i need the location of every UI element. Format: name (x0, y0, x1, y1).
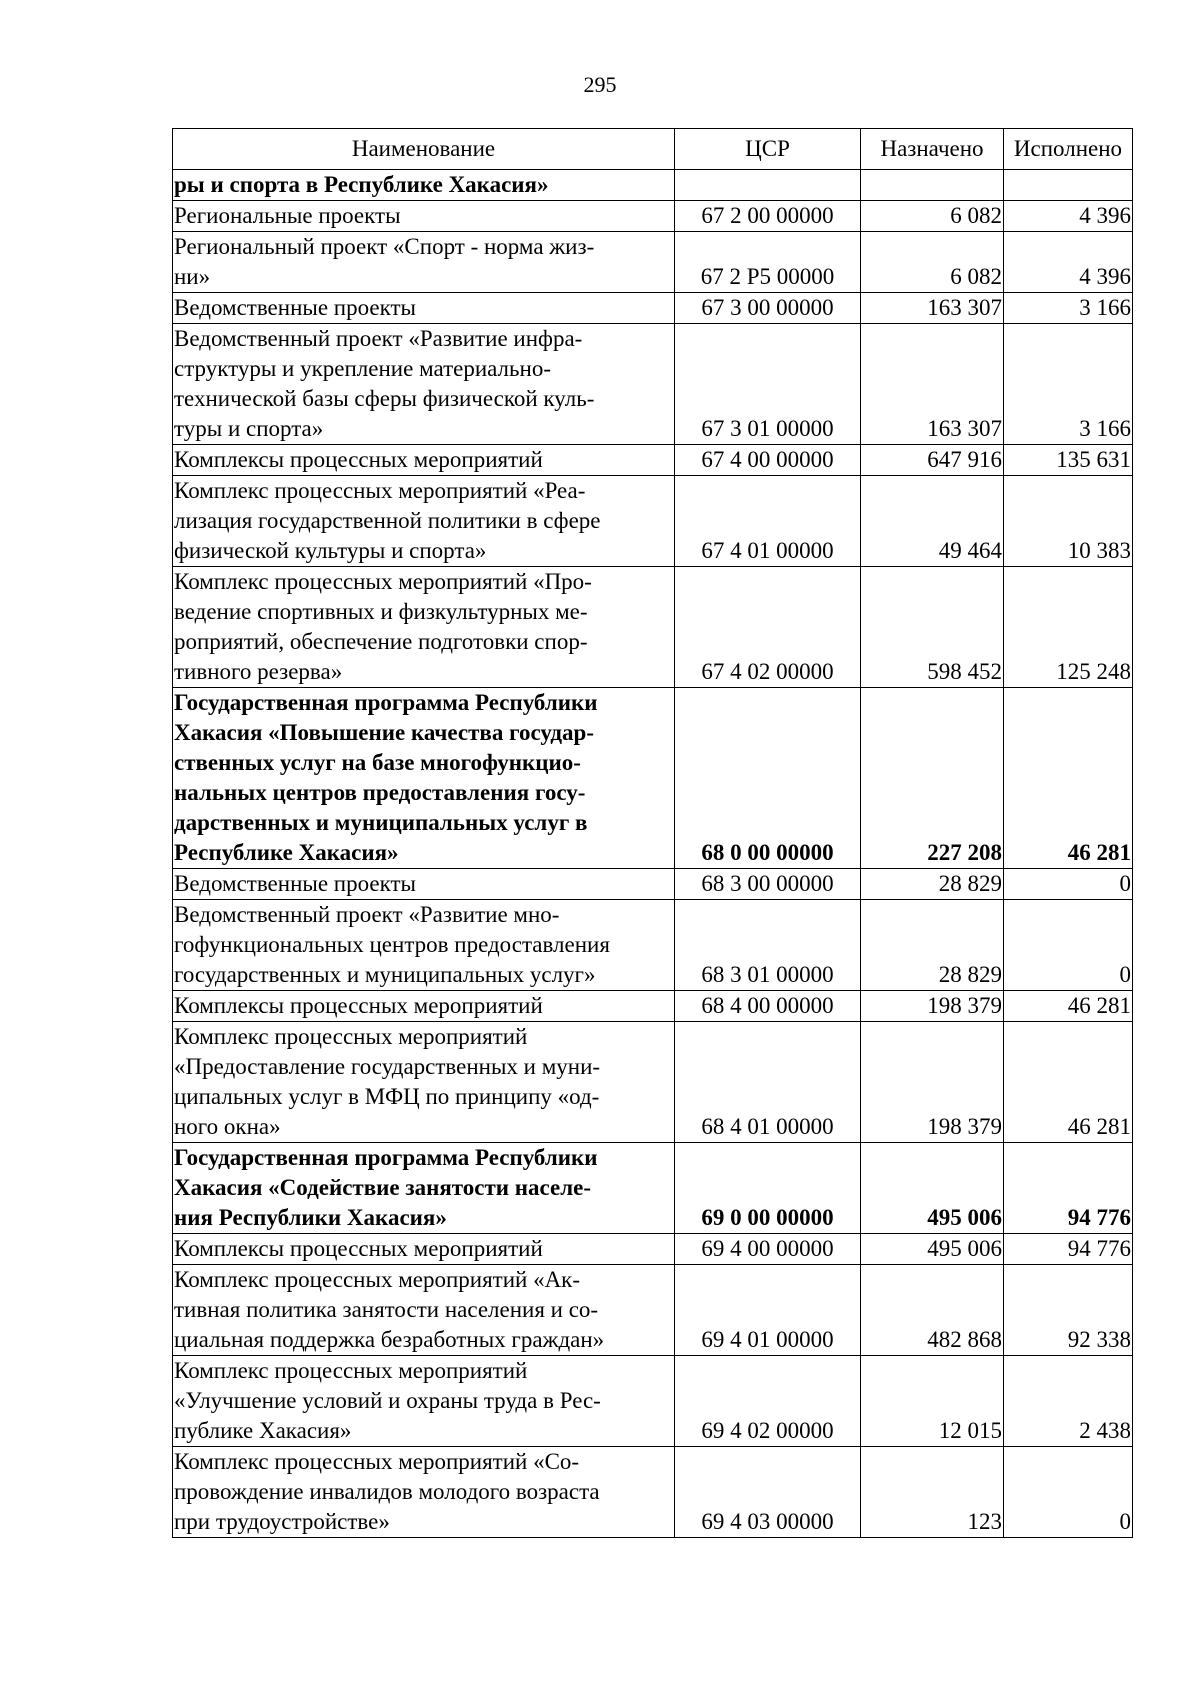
cell-csr: 69 4 02 00000 (675, 1356, 861, 1447)
cell-name: Комплексы процессных мероприятий (173, 991, 675, 1022)
header-name: Наименование (173, 129, 675, 170)
cell-csr: 67 2 Р5 00000 (675, 232, 861, 293)
cell-name: Ведомственный проект «Развитие инфра- структуры и укрепление материально- технической базы сферы физической куль- туры и спорта» (173, 324, 675, 445)
cell-planned: 495 006 (861, 1234, 1004, 1265)
cell-csr: 69 4 03 00000 (675, 1447, 861, 1538)
table-row (173, 201, 1133, 232)
cell-planned: 163 307 (861, 324, 1004, 445)
table-row (173, 476, 1133, 567)
cell-name: Комплекс процессных мероприятий «Ак- тивная политика занятости населения и со- циальная поддержка безработных граждан» (173, 1265, 675, 1356)
cell-executed: 0 (1004, 1447, 1133, 1538)
table-row (173, 1143, 1133, 1234)
table-row (173, 1234, 1133, 1265)
cell-csr: 68 0 00 00000 (675, 688, 861, 869)
cell-name: Комплекс процессных мероприятий «Реа- лизация государственной политики в сфере физической культуры и спорта» (173, 476, 675, 567)
cell-name: Ведомственный проект «Развитие мно- гофункциональных центров предоставления государственных и муниципальных услуг» (173, 900, 675, 991)
cell-csr: 68 3 01 00000 (675, 900, 861, 991)
cell-csr (675, 170, 861, 201)
cell-name: Комплекс процессных мероприятий «Улучшение условий и охраны труда в Рес- публике Хакасия» (173, 1356, 675, 1447)
budget-execution-table (172, 128, 1133, 1538)
table-row (173, 1022, 1133, 1143)
cell-executed: 2 438 (1004, 1356, 1133, 1447)
table-row (173, 900, 1133, 991)
cell-planned (861, 170, 1004, 201)
table-row (173, 324, 1133, 445)
cell-planned: 495 006 (861, 1143, 1004, 1234)
table-row (173, 1265, 1133, 1356)
cell-executed: 94 776 (1004, 1143, 1133, 1234)
table-row (173, 232, 1133, 293)
cell-csr: 67 3 01 00000 (675, 324, 861, 445)
cell-csr: 69 0 00 00000 (675, 1143, 861, 1234)
cell-planned: 6 082 (861, 232, 1004, 293)
cell-planned: 163 307 (861, 293, 1004, 324)
cell-csr: 68 4 00 00000 (675, 991, 861, 1022)
cell-executed: 3 166 (1004, 293, 1133, 324)
cell-name: Ведомственные проекты (173, 293, 675, 324)
cell-csr: 68 3 00 00000 (675, 869, 861, 900)
cell-executed: 92 338 (1004, 1265, 1133, 1356)
table-header-row (173, 129, 1133, 170)
table-row (173, 170, 1133, 201)
cell-executed: 46 281 (1004, 991, 1133, 1022)
cell-executed: 94 776 (1004, 1234, 1133, 1265)
cell-planned: 227 208 (861, 688, 1004, 869)
cell-executed: 0 (1004, 869, 1133, 900)
cell-csr: 68 4 01 00000 (675, 1022, 861, 1143)
header-executed: Исполнено (1004, 129, 1133, 170)
cell-executed: 3 166 (1004, 324, 1133, 445)
cell-planned: 12 015 (861, 1356, 1004, 1447)
table-row (173, 293, 1133, 324)
cell-name: Региональный проект «Спорт - норма жиз- ни» (173, 232, 675, 293)
cell-name: ры и спорта в Республике Хакасия» (173, 170, 675, 201)
cell-name: Государственная программа Республики Хакасия «Содействие занятости населе- ния Республики Хакасия» (173, 1143, 675, 1234)
table-row (173, 1356, 1133, 1447)
cell-name: Комплекс процессных мероприятий «Со- провождение инвалидов молодого возраста при трудоустройстве» (173, 1447, 675, 1538)
cell-executed: 0 (1004, 900, 1133, 991)
cell-name: Государственная программа Республики Хакасия «Повышение качества государ- ственных услуг на базе многофункцио- нальных центров предоставления госу- дарственных и муниципальных услуг в Республике Хакасия» (173, 688, 675, 869)
table-body (173, 170, 1133, 1538)
cell-csr: 67 3 00 00000 (675, 293, 861, 324)
table-row (173, 445, 1133, 476)
cell-executed: 4 396 (1004, 201, 1133, 232)
cell-name: Комплексы процессных мероприятий (173, 445, 675, 476)
cell-executed (1004, 170, 1133, 201)
cell-planned: 28 829 (861, 900, 1004, 991)
cell-csr: 67 4 00 00000 (675, 445, 861, 476)
cell-csr: 69 4 01 00000 (675, 1265, 861, 1356)
cell-csr: 67 4 01 00000 (675, 476, 861, 567)
cell-executed: 46 281 (1004, 1022, 1133, 1143)
table-row (173, 1447, 1133, 1538)
cell-planned: 6 082 (861, 201, 1004, 232)
cell-planned: 123 (861, 1447, 1004, 1538)
cell-executed: 4 396 (1004, 232, 1133, 293)
cell-executed: 10 383 (1004, 476, 1133, 567)
table-row (173, 869, 1133, 900)
table-row (173, 991, 1133, 1022)
cell-csr: 69 4 00 00000 (675, 1234, 861, 1265)
cell-planned: 49 464 (861, 476, 1004, 567)
cell-executed: 135 631 (1004, 445, 1133, 476)
cell-planned: 647 916 (861, 445, 1004, 476)
page-number: 295 (583, 72, 617, 97)
cell-executed: 46 281 (1004, 688, 1133, 869)
cell-csr: 67 4 02 00000 (675, 567, 861, 688)
header-csr: ЦСР (675, 129, 861, 170)
cell-planned: 28 829 (861, 869, 1004, 900)
cell-name: Ведомственные проекты (173, 869, 675, 900)
cell-csr: 67 2 00 00000 (675, 201, 861, 232)
cell-executed: 125 248 (1004, 567, 1133, 688)
cell-planned: 598 452 (861, 567, 1004, 688)
cell-name: Комплекс процессных мероприятий «Про- ведение спортивных и физкультурных ме- роприятий, обеспечение подготовки спор- тивного резерва» (173, 567, 675, 688)
cell-name: Комплексы процессных мероприятий (173, 1234, 675, 1265)
table-row (173, 688, 1133, 869)
cell-planned: 198 379 (861, 991, 1004, 1022)
header-planned: Назначено (861, 129, 1004, 170)
cell-name: Комплекс процессных мероприятий «Предоставление государственных и муни- ципальных услуг в МФЦ по принципу «од- ного окна» (173, 1022, 675, 1143)
cell-planned: 198 379 (861, 1022, 1004, 1143)
cell-name: Региональные проекты (173, 201, 675, 232)
table-row (173, 567, 1133, 688)
cell-planned: 482 868 (861, 1265, 1004, 1356)
